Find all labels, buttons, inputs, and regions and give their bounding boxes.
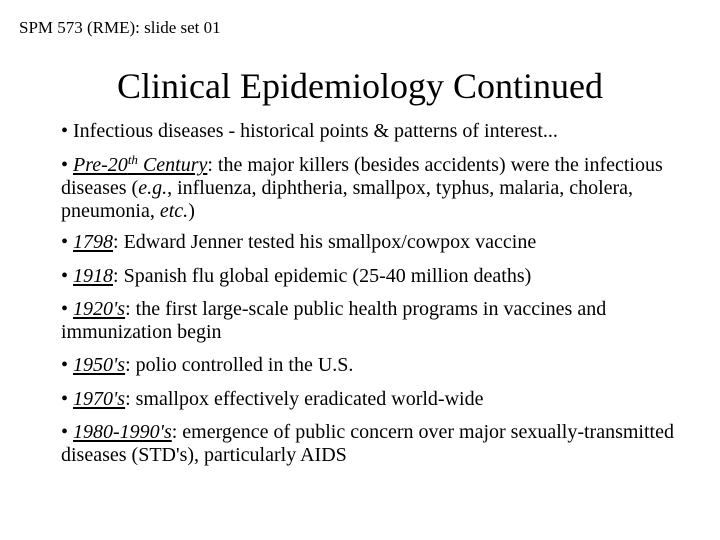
bullet-term-superscript: th — [127, 152, 138, 167]
bullet-item — [61, 120, 701, 143]
bullet-term: 1970's — [73, 388, 126, 410]
slide-header: SPM 573 (RME): slide set 01 — [19, 18, 221, 37]
bullet-term-end: Century — [137, 154, 208, 176]
bullet-marker: • — [61, 265, 69, 287]
bullet-text: : Spanish flu global epidemic (25-40 million deaths) — [113, 265, 532, 287]
bullet-marker: • — [61, 231, 69, 253]
bullet-text: : the major killers (besides accidents) were the infectious diseases ( — [61, 154, 663, 199]
bullet-marker: • — [61, 298, 69, 320]
bullet-item — [61, 231, 701, 254]
bullet-term: 1950's — [73, 354, 126, 376]
bullet-text: : polio controlled in the U.S. — [125, 354, 354, 376]
bullet-marker: • — [61, 354, 69, 376]
bullet-marker: • — [61, 388, 69, 410]
bullet-term: 1980-1990's — [73, 421, 172, 443]
bullet-text: : the first large-scale public health programs in vaccines and immunization begin — [61, 298, 607, 343]
bullet-text: : Edward Jenner tested his smallpox/cowpox vaccine — [113, 231, 537, 253]
bullet-marker: • — [61, 154, 69, 176]
bullet-text: , influenza, diphtheria, smallpox, typhus, malaria, cholera, pneumonia, — [61, 177, 634, 222]
bullet-term: 1920's — [73, 298, 126, 320]
bullet-term — [73, 154, 207, 176]
bullet-term-main: Pre-20 — [73, 154, 128, 176]
bullet-item — [61, 354, 701, 377]
bullet-marker: • — [61, 120, 69, 142]
bullet-item — [61, 298, 701, 344]
bullet-text: Infectious diseases - historical points & patterns of interest... — [73, 120, 558, 142]
bullet-text-italic: etc. — [159, 200, 189, 222]
bullet-item — [61, 421, 701, 467]
bullet-item — [61, 265, 701, 288]
bullet-term: 1798 — [73, 231, 114, 253]
bullet-marker: • — [61, 421, 69, 443]
bullet-term: 1918 — [73, 265, 114, 287]
bullet-text: ) — [188, 200, 195, 222]
bullet-list — [61, 120, 701, 477]
bullet-item — [61, 388, 701, 411]
bullet-text-italic: e.g. — [138, 177, 168, 199]
slide-title: Clinical Epidemiology Continued — [117, 66, 603, 106]
bullet-text: : smallpox effectively eradicated world-wide — [125, 388, 484, 410]
bullet-item — [61, 154, 701, 223]
bullet-text: : emergence of public concern over major sexually-transmitted diseases (STD's), particularly AIDS — [61, 421, 674, 466]
